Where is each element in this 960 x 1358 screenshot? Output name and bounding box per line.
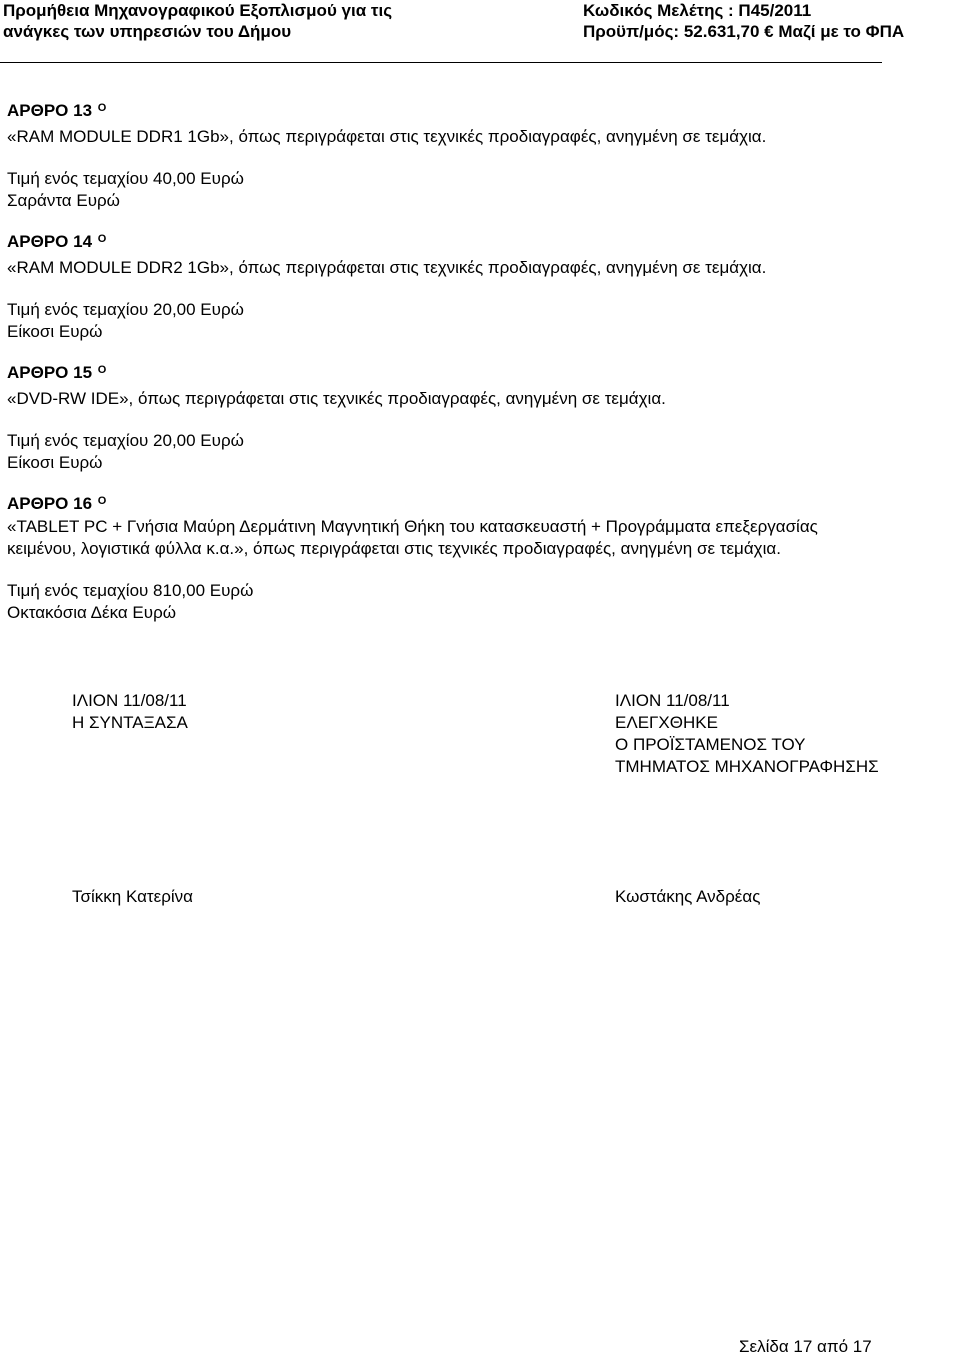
article-14-sup: Ο	[97, 233, 107, 245]
document-header-right	[583, 0, 958, 44]
signature-left-name: Τσίκκη Κατερίνα	[72, 887, 193, 906]
article-16-sup: Ο	[97, 495, 107, 507]
header-divider	[0, 62, 882, 63]
header-budget: Προϋπ/μός: 52.631,70 € Μαζί με το ΦΠΑ	[583, 22, 905, 41]
signature-right-name: Κωστάκης Ανδρέας	[615, 887, 761, 906]
signature-right-role-checked: ΕΛΕΓΧΘΗΚΕ	[615, 713, 718, 732]
article-16-title: ΑΡΘΡΟ 16 $^O$	[7, 494, 107, 513]
header-title-line2: ανάγκες των υπηρεσιών του Δήμου	[3, 22, 292, 41]
document-header-left	[3, 0, 563, 44]
article-13-price-words: Σαράντα Ευρώ	[7, 191, 120, 210]
article-13-title: ΑΡΘΡΟ 13 $^O$	[7, 101, 107, 120]
article-15-description: «DVD-RW IDE», όπως περιγράφεται στις τεχνικές προδιαγραφές, ανηγμένη σε τεμάχια.	[7, 389, 666, 408]
page-number: Σελίδα 17 από 17	[739, 1337, 872, 1356]
signature-right-role-head: Ο ΠΡΟΪΣΤΑΜΕΝΟΣ ΤΟΥ	[615, 735, 806, 754]
article-13-price: Τιμή ενός τεμαχίου 40,00 Ευρώ	[7, 169, 244, 188]
signature-right-place-date: ΙΛΙΟΝ 11/08/11	[615, 691, 730, 710]
article-14-price-words: Είκοσι Ευρώ	[7, 322, 103, 341]
article-15-price-words: Είκοσι Ευρώ	[7, 453, 103, 472]
article-15-price: Τιμή ενός τεμαχίου 20,00 Ευρώ	[7, 431, 244, 450]
article-13-sup: Ο	[97, 102, 107, 114]
signature-right-role-department: ΤΜΗΜΑΤΟΣ ΜΗΧΑΝΟΓΡΑΦΗΣΗΣ	[615, 757, 879, 776]
header-title-line1: Προμήθεια Μηχανογραφικού Εξοπλισμού για τις	[3, 1, 393, 20]
article-14-description: «RAM MODULE DDR2 1Gb», όπως περιγράφεται στις τεχνικές προδιαγραφές, ανηγμένη σε τεμάχια.	[7, 258, 767, 277]
article-15-sup: Ο	[97, 364, 107, 376]
article-16-description-line1: «TABLET PC + Γνήσια Μαύρη Δερμάτινη Μαγνητική Θήκη του κατασκευαστή + Προγράμματα επεξεργασίας	[7, 517, 818, 536]
signature-left-place-date: ΙΛΙΟΝ 11/08/11	[72, 691, 187, 710]
article-14-price: Τιμή ενός τεμαχίου 20,00 Ευρώ	[7, 300, 244, 319]
article-16-description-line2: κειμένου, λογιστικά φύλλα κ.α.», όπως περιγράφεται στις τεχνικές προδιαγραφές, ανηγμένη σε τεμάχια.	[7, 539, 781, 558]
article-16-price: Τιμή ενός τεμαχίου 810,00 Ευρώ	[7, 581, 254, 600]
header-study-code: Κωδικός Μελέτης : Π45/2011	[583, 1, 812, 20]
article-15-title: ΑΡΘΡΟ 15 $^O$	[7, 363, 107, 382]
signature-left-role: Η ΣΥΝΤΑΞΑΣΑ	[72, 713, 188, 732]
article-13-description: «RAM MODULE DDR1 1Gb», όπως περιγράφεται στις τεχνικές προδιαγραφές, ανηγμένη σε τεμάχια.	[7, 127, 767, 146]
article-16-price-words: Οκτακόσια Δέκα Ευρώ	[7, 603, 177, 622]
article-14-title: ΑΡΘΡΟ 14 $^O$	[7, 232, 107, 251]
